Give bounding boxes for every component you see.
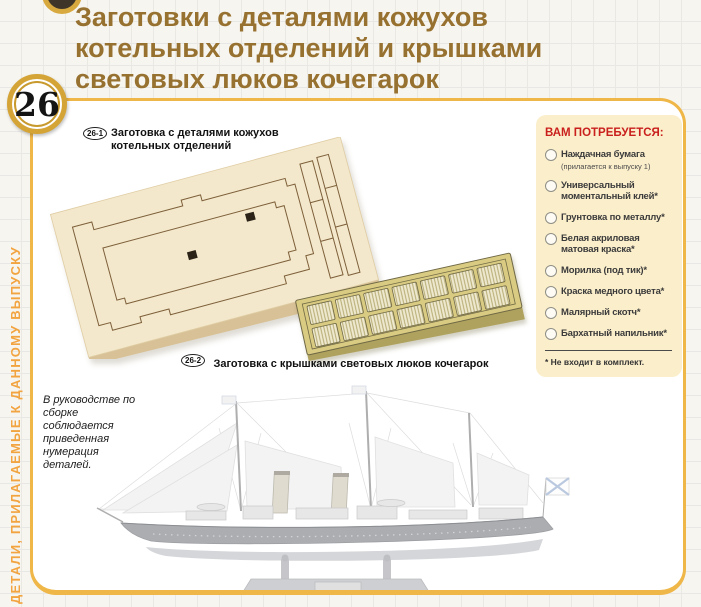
sails	[103, 423, 529, 513]
checkbox-circle-icon	[545, 180, 557, 192]
required-item-label: Морилка (под тик)*	[561, 264, 647, 276]
numbering-note: В руководстве по сборке соблюдается приведенная нумерация деталей.	[43, 394, 136, 471]
part-id-badge-26-2: 26-2	[181, 354, 205, 367]
required-item-label: Белая акриловая матовая краска*	[561, 232, 640, 255]
part-label-text-26-2: Заготовка с крышками световых люков кочегарок	[213, 358, 489, 370]
required-footnote: * Не входит в комплект.	[545, 356, 645, 367]
required-item-label: Универсальный моментальный клей*	[561, 179, 658, 202]
required-item-note: (прилагается к выпуску 1)	[561, 161, 651, 171]
checkbox-circle-icon	[545, 265, 557, 277]
required-item	[545, 286, 674, 298]
required-item-label: Краска медного цвета*	[561, 285, 665, 297]
required-item	[545, 212, 674, 224]
required-item	[545, 180, 674, 203]
required-item	[545, 265, 674, 277]
ship-model-photo	[91, 383, 583, 595]
required-item-label: Грунтовка по металлу*	[561, 211, 665, 223]
required-sidebar	[536, 115, 682, 377]
part-id-badge-26-1: 26-1	[83, 127, 107, 140]
divider	[545, 350, 672, 351]
required-item	[545, 233, 674, 256]
brass-plate-image	[283, 247, 535, 365]
stand-nameplate	[315, 582, 361, 591]
required-item	[545, 149, 674, 171]
required-item-label: Наждачная бумага	[561, 149, 645, 160]
side-label: ДЕТАЛИ, ПРИЛАГАЕМЫЕ К ДАННОМУ ВЫПУСКУ	[8, 246, 23, 604]
part-label-text-26-1: Заготовка с деталями кожухов котельных отделений	[111, 127, 279, 152]
issue-number: 26	[14, 84, 60, 124]
page-title: Заготовки с деталями кожухов котельных отделений и крышками световых люков кочегарок	[75, 2, 543, 94]
checkbox-circle-icon	[545, 328, 557, 340]
content-panel	[30, 98, 686, 595]
required-item	[545, 307, 674, 319]
required-header: ВАМ ПОТРЕБУЕТСЯ:	[545, 127, 664, 139]
checkbox-circle-icon	[545, 149, 557, 161]
issue-number-badge	[7, 74, 67, 134]
checkbox-circle-icon	[545, 233, 557, 245]
required-item-label: Бархатный напильник*	[561, 327, 667, 339]
required-item-label: Малярный скотч*	[561, 306, 641, 318]
checkbox-circle-icon	[545, 212, 557, 224]
required-item	[545, 328, 674, 340]
part-label-26-2	[181, 354, 489, 372]
checkbox-circle-icon	[545, 286, 557, 298]
hull	[121, 517, 553, 561]
checkbox-circle-icon	[545, 307, 557, 319]
